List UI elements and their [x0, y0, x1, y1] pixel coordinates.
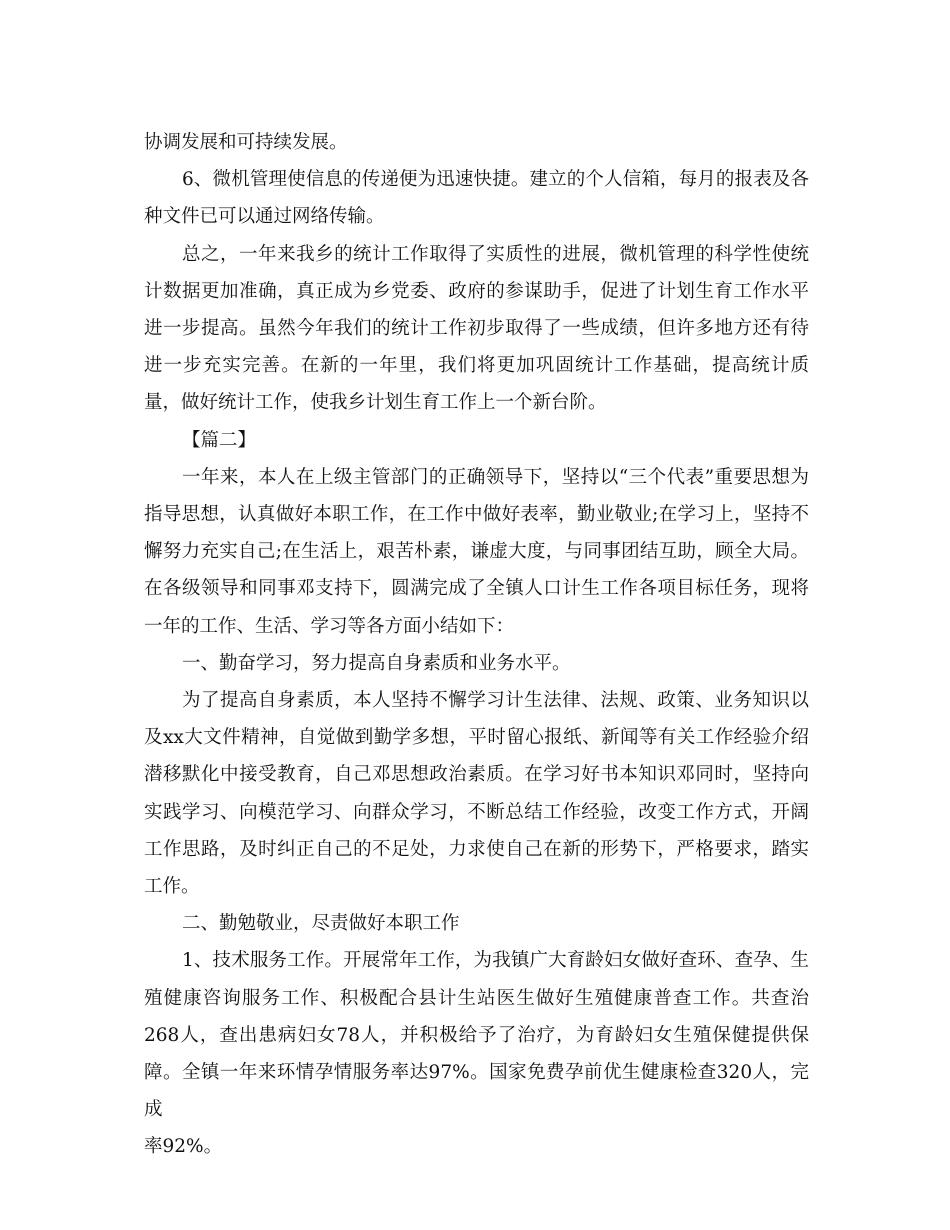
paragraph: [144, 459, 809, 645]
paragraph: [144, 422, 809, 459]
text-line: 一年来，本人在上级主管部门的正确领导下，坚持以“三个代表”重要思想为: [182, 466, 809, 488]
text-line: 6、微机管理使信息的传递便为迅速快捷。建立的个人信箱，每月的报表及各: [182, 169, 809, 191]
paragraph: [144, 682, 809, 905]
text-line: 实践学习、向模范学习、向群众学习，不断总结工作经验，改变工作方式，开阔: [144, 801, 809, 823]
text-line: 一、勤奋学习，努力提高自身素质和业务水平。: [182, 652, 571, 674]
text-line: 懈努力充实自己;在生活上，艰苦朴素，谦虚大度，与同事团结互助，顾全大局。: [144, 541, 809, 563]
text-line: 在各级领导和同事邓支持下，圆满完成了全镇人口计生工作各项目标任务，现将: [144, 578, 809, 600]
paragraph: [144, 905, 809, 942]
text-line: 及xx大文件精神，自觉做到勤学多想，平时留心报纸、新闻等有关工作经验介绍: [144, 727, 809, 749]
text-line: 计数据更加准确，真正成为乡党委、政府的参谋助手，促进了计划生育工作水平: [144, 280, 809, 302]
text-line: 量，做好统计工作，使我乡计划生育工作上一个新台阶。: [144, 392, 607, 414]
text-line: 种文件已可以通过网络传输。: [144, 206, 385, 228]
text-line: 【篇二】: [182, 429, 257, 451]
paragraph: [144, 645, 809, 682]
text-line: 一年的工作、生活、学习等各方面小结如下：: [144, 615, 515, 637]
document-body: [144, 124, 809, 1166]
text-line: 工作思路，及时纠正自己的不足处，力求使自己在新的形势下，严格要求，踏实: [144, 838, 809, 860]
text-line: 障。全镇一年来环情孕情服务率达97%。国家免费孕前优生健康检查320人，完成: [144, 1062, 809, 1121]
text-line: 指导思想，认真做好本职工作，在工作中做好表率，勤业敬业;在学习上，坚持不: [144, 504, 809, 526]
paragraph: [144, 161, 809, 235]
text-line: 殖健康咨询服务工作、积极配合县计生站医生做好生殖健康普查工作。共查治: [144, 987, 809, 1009]
text-line: 进一步充实完善。在新的一年里，我们将更加巩固统计工作基础，提高统计质: [144, 355, 809, 377]
text-line: 总之，一年来我乡的统计工作取得了实质性的进展，微机管理的科学性使统: [182, 243, 809, 265]
paragraph: [144, 124, 809, 161]
text-line: 为了提高自身素质，本人坚持不懈学习计生法律、法规、政策、业务知识以: [182, 690, 809, 712]
text-line: 进一步提高。虽然今年我们的统计工作初步取得了一些成绩，但许多地方还有待: [144, 318, 809, 340]
text-line: 工作。: [144, 876, 200, 898]
paragraph: [144, 236, 809, 422]
text-line: 1、技术服务工作。开展常年工作，为我镇广大育龄妇女做好查环、查孕、生: [182, 950, 809, 972]
text-line: 二、勤勉敬业，尽责做好本职工作: [182, 913, 460, 935]
paragraph: [144, 942, 809, 1165]
text-line: 率92%。: [144, 1136, 223, 1158]
text-line: 协调发展和可持续发展。: [144, 132, 348, 153]
text-line: 潜移默化中接受教育，自己邓思想政治素质。在学习好书本知识邓同时，坚持向: [144, 764, 809, 786]
text-line: 268人，查出患病妇女78人，并积极给予了治疗，为育龄妇女生殖保健提供保: [144, 1024, 809, 1046]
